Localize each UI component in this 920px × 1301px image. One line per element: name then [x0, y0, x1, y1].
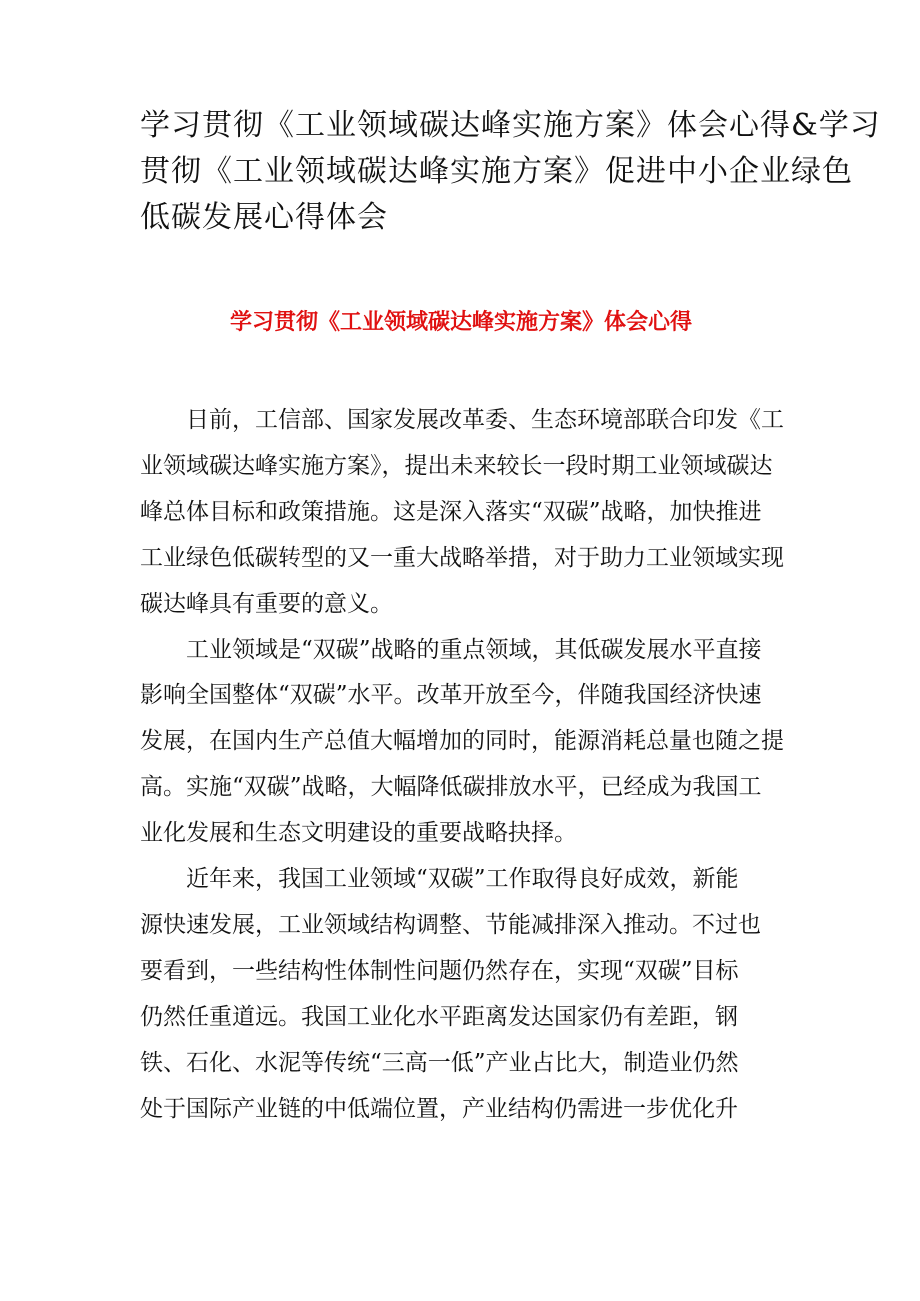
paragraph-line: 要看到，一些结构性体制性问题仍然存在，实现“双碳”目标: [140, 957, 739, 984]
paragraph-line: 源快速发展，工业领域结构调整、节能减排深入推动。不过也: [140, 911, 761, 938]
paragraph-line: 峰总体目标和政策措施。这是深入落实“双碳”战略，加快推进: [140, 498, 762, 525]
paragraph-3: [140, 857, 790, 1132]
paragraph-line: 日前，工信部、国家发展改革委、生态环境部联合印发《工: [186, 407, 784, 433]
paragraph-line: 影响全国整体“双碳”水平。改革开放至今，伴随我国经济快速: [140, 682, 762, 709]
paragraph-1: [140, 398, 790, 628]
paragraph-line: 碳达峰具有重要的意义。: [140, 590, 393, 617]
document-title-line: 学习贯彻《工业领域碳达峰实施方案》体会心得&学习: [140, 108, 881, 143]
paragraph-line: 铁、石化、水泥等传统“三高一低”产业占比大，制造业仍然: [140, 1049, 739, 1076]
paragraph-line: 业领域碳达峰实施方案》，提出未来较长一段时期工业领域碳达: [140, 452, 773, 479]
document-title-line: 低碳发展心得体会: [140, 200, 388, 235]
document-body: [140, 398, 790, 1133]
paragraph-line: 仍然任重道远。我国工业化水平距离发达国家仍有差距，钢: [140, 1003, 738, 1030]
paragraph-line: 处于国际产业链的中低端位置，产业结构仍需进一步优化升: [140, 1095, 738, 1122]
paragraph-line: 近年来，我国工业领域“双碳”工作取得良好成效，新能: [186, 866, 739, 893]
paragraph-line: 工业绿色低碳转型的又一重大战略举措，对于助力工业领域实现: [140, 544, 784, 571]
document-title-line: 贯彻《工业领域碳达峰实施方案》促进中小企业绿色: [140, 154, 853, 189]
paragraph-2: [140, 628, 790, 858]
section-title: 学习贯彻《工业领域碳达峰实施方案》体会心得: [229, 309, 692, 335]
paragraph-line: 高。实施“双碳”战略，大幅降低碳排放水平，已经成为我国工: [140, 774, 762, 801]
document-title: [140, 103, 881, 241]
paragraph-line: 业化发展和生态文明建设的重要战略抉择。: [140, 820, 577, 847]
paragraph-line: 工业领域是“双碳”战略的重点领域，其低碳发展水平直接: [186, 636, 762, 663]
paragraph-line: 发展，在国内生产总值大幅增加的同时，能源消耗总量也随之提: [140, 728, 784, 755]
